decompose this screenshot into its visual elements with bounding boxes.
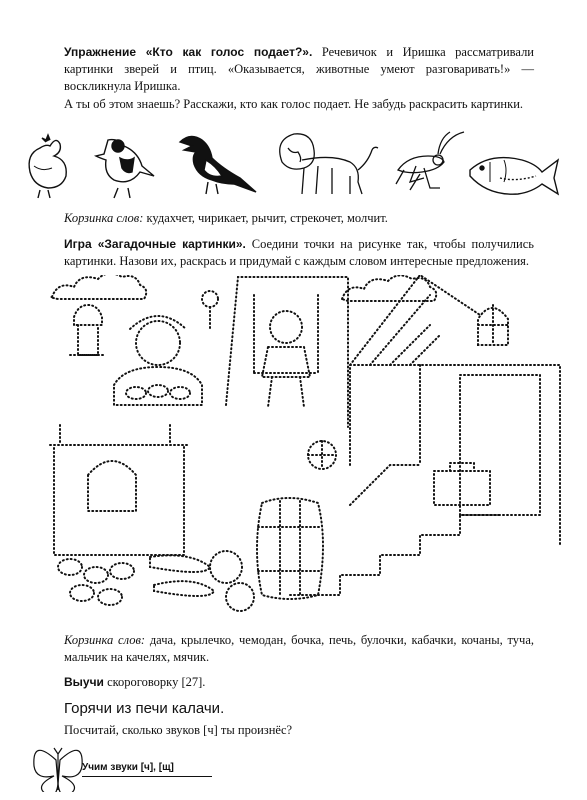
zucchini-icon bbox=[150, 555, 214, 596]
basket-words-1 bbox=[64, 210, 534, 227]
cloud-right-icon bbox=[342, 275, 436, 301]
boy-on-swing-icon bbox=[254, 311, 318, 407]
fish-icon bbox=[470, 158, 558, 195]
suitcase-icon bbox=[434, 463, 490, 505]
swing-frame-icon bbox=[226, 277, 348, 427]
game-text: Соедини точки на рисунке так, чтобы получились картинки. Назови их, раскрась и придумай с каждым словом интересные предложения. bbox=[64, 237, 534, 268]
grasshopper-icon bbox=[396, 132, 464, 190]
magpie-icon bbox=[180, 136, 256, 194]
hen-icon bbox=[29, 135, 66, 198]
animals-strip bbox=[20, 130, 565, 200]
flower-icon bbox=[202, 291, 218, 331]
tongue-twister-text: Горячи из печи калачи. bbox=[64, 700, 225, 717]
basket-words-2-text: дача, крылечко, чемодан, бочка, печь, булочки, кабачки, кочаны, туча, мальчик на качелях, мячик. bbox=[64, 633, 535, 664]
twister-bold: Выучи bbox=[64, 675, 104, 689]
basket-words-1-text: кудахчет, чирикает, рычит, стрекочет, молчит. bbox=[143, 211, 388, 225]
window-icon bbox=[478, 305, 508, 345]
buns-icon bbox=[58, 559, 134, 605]
game-title: Игра «Загадочные картинки». bbox=[64, 237, 246, 251]
butterfly-icon bbox=[30, 742, 330, 792]
basket-words-2 bbox=[64, 632, 534, 666]
count-question: Посчитай, сколько звуков [ч] ты произнёс? bbox=[64, 723, 293, 737]
stove-icon bbox=[50, 425, 190, 555]
cloud-icon bbox=[51, 275, 146, 299]
twister-instruction bbox=[64, 674, 534, 691]
barrel-icon bbox=[257, 498, 323, 599]
basket-label-1: Корзинка слов: bbox=[64, 211, 144, 225]
exercise-question: А ты об этом знаешь? Расскажи, кто как голос подает. Не забудь раскрасить картинки. bbox=[64, 97, 524, 111]
twister-rest: скороговорку [27]. bbox=[103, 675, 206, 689]
tit-icon bbox=[96, 140, 154, 198]
cabbage-icon bbox=[210, 551, 254, 611]
exercise-paragraph bbox=[64, 44, 534, 95]
footer-underline bbox=[82, 776, 212, 777]
game-paragraph bbox=[64, 236, 534, 270]
chimney-icon bbox=[70, 305, 106, 355]
girl-with-buns-icon bbox=[114, 316, 202, 405]
dot-to-dot-scene bbox=[30, 275, 570, 625]
exercise-title: Упражнение «Кто как голос подает?». bbox=[64, 45, 313, 59]
ball-icon bbox=[308, 441, 336, 469]
basket-label-2: Корзинка слов: bbox=[64, 633, 146, 647]
lion-icon bbox=[280, 134, 378, 194]
doorway-icon bbox=[460, 375, 540, 515]
footer-label: Учим звуки [ч], [щ] bbox=[82, 762, 174, 773]
exercise-text: Речевичок и Иришка рассматривали картинки зверей и птиц. «Оказывается, животные умеют разговаривать!» — воскликнула Иришка. bbox=[64, 45, 534, 93]
